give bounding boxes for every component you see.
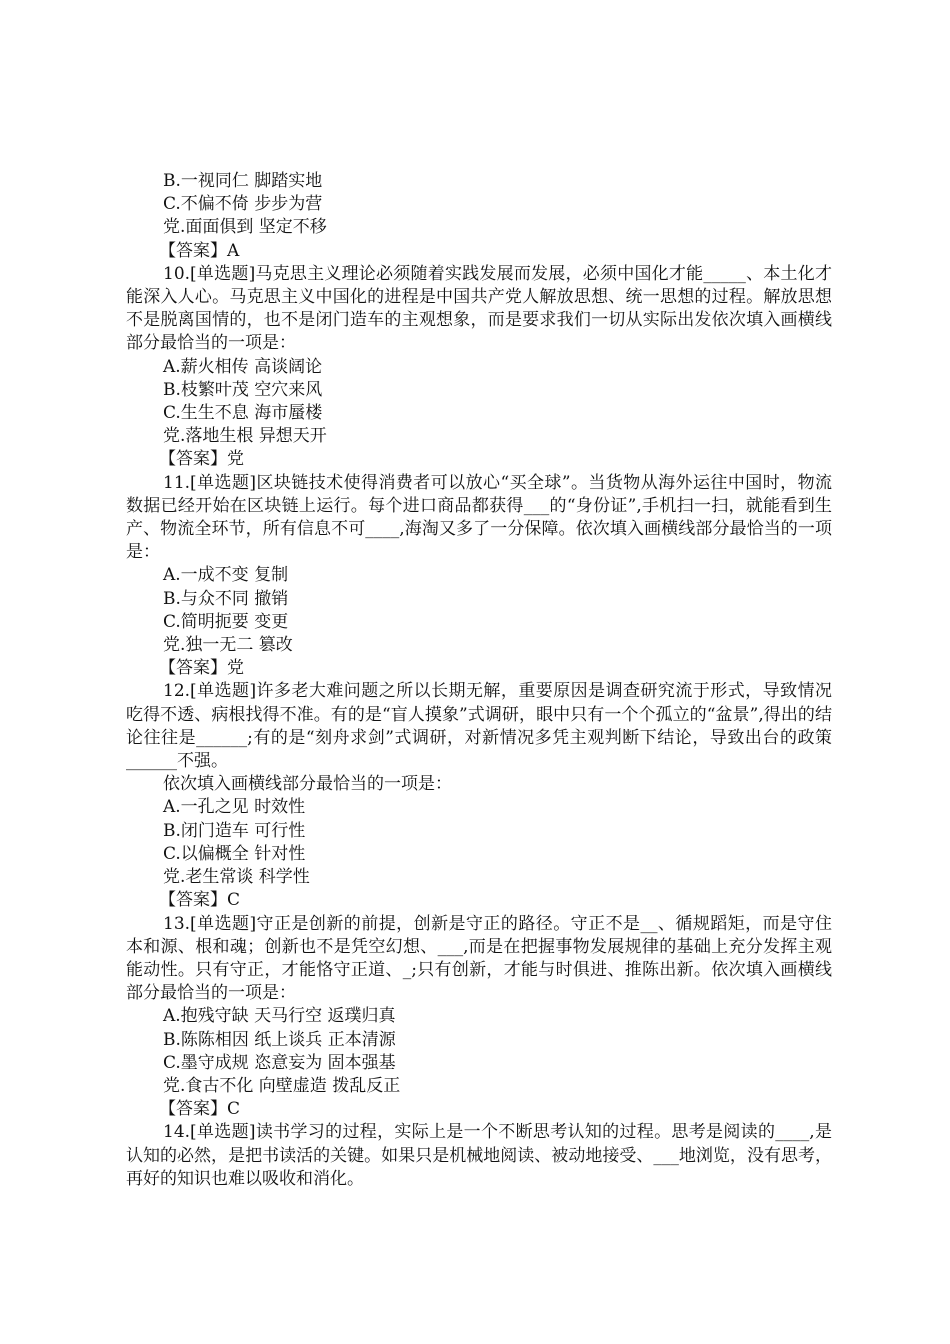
answer-option: 党.落地生根 异想天开 bbox=[163, 426, 327, 447]
answer-option: B.枝繁叶茂 空穴来风 bbox=[163, 379, 323, 400]
question-list bbox=[126, 170, 832, 1191]
answer-key: 【答案】A bbox=[159, 240, 240, 261]
answer-key: 【答案】C bbox=[159, 1099, 241, 1120]
question-stem: 11.[单选题]区块链技术使得消费者可以放心“买全球”。当货物从海外运往中国时，物流数据已经开始在区块链上运行。每个进口商品都获得___的“身份证”,手机扫一扫，就能看到生产、物流全环节，所有信息不可____,海淘又多了一分保障。依次填入画横线部分最恰当的一项是： bbox=[126, 472, 832, 563]
answer-option: C.简明扼要 变更 bbox=[163, 611, 289, 632]
answer-option: B.陈陈相因 纸上谈兵 正本清源 bbox=[163, 1029, 396, 1050]
answer-option: 党.食古不化 向壁虚造 拨乱反正 bbox=[163, 1075, 401, 1096]
answer-option: A.一成不变 复制 bbox=[163, 565, 289, 586]
answer-option: B.闭门造车 可行性 bbox=[163, 820, 306, 841]
answer-option: C.生生不息 海市蜃楼 bbox=[163, 403, 323, 424]
answer-option: A.一孔之见 时效性 bbox=[163, 797, 306, 818]
answer-option: A.薪火相传 高谈阔论 bbox=[163, 356, 323, 377]
instruction-line: 依次填入画横线部分最恰当的一项是： bbox=[163, 774, 452, 795]
answer-option: 党.面面俱到 坚定不移 bbox=[163, 217, 327, 238]
question-stem: 12.[单选题]许多老大难问题之所以长期无解，重要原因是调查研究流于形式，导致情况吃得不透、病根找得不准。有的是“盲人摸象”式调研，眼中只有一个个孤立的“盆景”,得出的结论往往是______;有的是“刻舟求剑”式调研，对新情况多凭主观判断下结论，导致出台的政策______不强。 bbox=[126, 681, 832, 772]
answer-option: 党.独一无二 篡改 bbox=[163, 635, 293, 656]
answer-option: A.抱残守缺 天马行空 返璞归真 bbox=[163, 1006, 396, 1027]
answer-option: B.一视同仁 脚踏实地 bbox=[163, 171, 323, 191]
answer-option: C.以偏概全 针对性 bbox=[163, 843, 306, 864]
question-stem: 14.[单选题]读书学习的过程，实际上是一个不断思考认知的过程。思考是阅读的____,是认知的必然，是把书读活的关键。如果只是机械地阅读、被动地接受、___地浏览，没有思考，再好的知识也难以吸收和消化。 bbox=[126, 1122, 832, 1189]
answer-option: 党.老生常谈 科学性 bbox=[163, 867, 310, 888]
answer-option: C.墨守成规 恣意妄为 固本强基 bbox=[163, 1052, 396, 1073]
question-stem: 13.[单选题]守正是创新的前提，创新是守正的路径。守正不是__、循规蹈矩，而是守住本和源、根和魂；创新也不是凭空幻想、___,而是在把握事物发展规律的基础上充分发挥主观能动性。只有守正，才能恪守正道、_;只有创新，才能与时俱进、推陈出新。依次填入画横线部分最恰当的一项是： bbox=[126, 913, 832, 1004]
answer-key: 【答案】党 bbox=[159, 449, 244, 470]
question-stem: 10.[单选题]马克思主义理论必须随着实践发展而发展，必须中国化才能_____、本土化才能深入人心。马克思主义中国化的进程是中国共产党人解放思想、统一思想的过程。解放思想不是脱离国情的，也不是闭门造车的主观想象，而是要求我们一切从实际出发依次填入画横线部分最恰当的一项是： bbox=[126, 263, 832, 354]
answer-key: 【答案】党 bbox=[159, 658, 244, 679]
answer-key: 【答案】C bbox=[159, 890, 241, 911]
answer-option: B.与众不同 撤销 bbox=[163, 588, 289, 609]
answer-option: C.不偏不倚 步步为营 bbox=[163, 194, 323, 215]
